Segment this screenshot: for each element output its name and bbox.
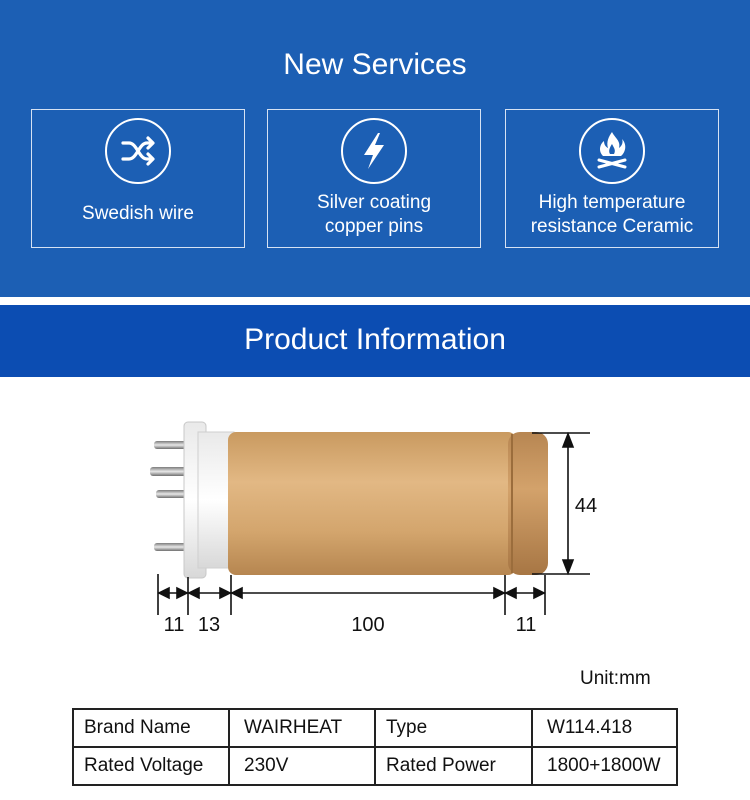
lightning-bolt-icon — [341, 118, 407, 184]
service-card-silver-coating — [267, 109, 481, 248]
service-card-high-temperature — [505, 109, 719, 248]
spec-table — [72, 708, 678, 786]
spec-value: 230V — [229, 747, 375, 785]
unit-label: Unit:mm — [580, 668, 651, 689]
label-line: copper pins — [324, 216, 424, 237]
table-row — [73, 747, 677, 785]
dimension-body: 100 — [351, 614, 385, 636]
product-info-title: Product Information — [244, 323, 506, 356]
spec-value: WAIRHEAT — [229, 709, 375, 747]
service-card-label — [506, 191, 718, 239]
dimension-flange: 13 — [197, 614, 221, 636]
service-card-label — [268, 191, 480, 239]
spec-label: Type — [375, 709, 532, 747]
spec-label: Rated Power — [375, 747, 532, 785]
dimension-pin-section: 11 — [163, 614, 185, 636]
label-line: High temperature — [538, 192, 686, 213]
shuffle-icon — [105, 118, 171, 184]
label-line: Silver coating — [316, 192, 432, 213]
service-card-swedish-wire — [31, 109, 245, 248]
service-card-label: Swedish wire — [82, 203, 194, 224]
heating-element-drawing — [0, 377, 750, 667]
ceramic-flange — [184, 422, 234, 578]
spec-label: Rated Voltage — [73, 747, 229, 785]
dimension-diameter: 44 — [574, 495, 598, 517]
spec-label: Brand Name — [73, 709, 229, 747]
ceramic-body — [228, 432, 548, 575]
spec-value: 1800+1800W — [532, 747, 677, 785]
services-title: New Services — [283, 48, 467, 81]
dimension-end-cap: 11 — [515, 614, 537, 636]
spec-value: W114.418 — [532, 709, 677, 747]
table-row — [73, 709, 677, 747]
label-line: resistance Ceramic — [530, 216, 694, 237]
fire-icon — [579, 118, 645, 184]
section-divider — [0, 297, 750, 305]
